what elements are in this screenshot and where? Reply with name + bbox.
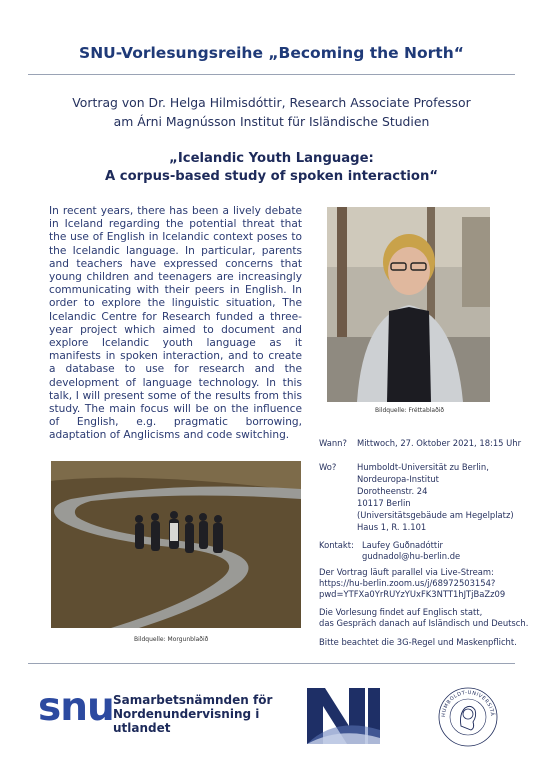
snu-name-line-3: utlandet xyxy=(113,721,171,735)
stream-link-line-2[interactable]: pwd=YTFXa0YrRUYzYUxFK3NTT1hJTjBaZz09 xyxy=(319,589,506,599)
bottom-divider xyxy=(28,663,515,664)
talk-title-line-2: A corpus-based study of spoken interaction“ xyxy=(104,169,439,184)
stream-link-line-1[interactable]: https://hu-berlin.zoom.us/j/68972503154? xyxy=(319,578,496,588)
lecturer-line-2: am Árni Magnússon Institut für Isländische Studien xyxy=(113,114,430,129)
svg-text:HUMBOLDT-UNIVERSITÄT ZU BERLIN xyxy=(437,686,496,717)
language-line-1: Die Vorlesung findet auf Englisch statt, xyxy=(319,607,483,617)
where-line-4: 10117 Berlin xyxy=(357,498,411,508)
ni-logo xyxy=(305,686,382,746)
group-image xyxy=(51,461,301,628)
contact-label: Kontakt: xyxy=(319,540,354,550)
portrait-caption: Bildquelle: Fréttablaðið xyxy=(375,407,445,414)
ni-logo-mark xyxy=(305,686,382,746)
lecturer-line-1: Vortrag von Dr. Helga Hilmisdóttir, Research Associate Professor xyxy=(72,95,471,110)
portrait-photo xyxy=(327,207,490,402)
snu-name-line-1: Samarbetsnämnden för xyxy=(113,693,273,707)
hu-seal xyxy=(437,686,499,748)
where-label: Wo? xyxy=(319,462,337,472)
when-label: Wann? xyxy=(319,438,347,448)
abstract-text: In recent years, there has been a lively debate in Iceland regarding the potential threat that the use of English in Icelandic context poses to the Icelandic language. In particular, parents and teachers have expressed concerns that young children and teenagers are increasingly communicating with their peers in English. In order to explore the linguistic situation, The Icelandic Centre for Research funded a three-year project which aimed to document and explore Icelandic youth language as it manifests in spoken interaction, and to create a database to use for research and the development of language technology. In this talk, I will present some of the results from this study. The main focus will be on the influence of English, e.g. pragmatic borrowing, adaptation of Anglicisms and code switching. xyxy=(49,205,302,442)
talk-title-line-1: „Icelandic Youth Language: xyxy=(169,151,374,166)
stream-line-1: Der Vortrag läuft parallel via Live-Stream: xyxy=(319,567,494,577)
series-title: SNU-Vorlesungsreihe „Becoming the North“ xyxy=(79,44,464,62)
language-line-2: das Gespräch danach auf Isländisch und Deutsch. xyxy=(319,618,529,628)
snu-logo: snu xyxy=(38,685,114,730)
covid-note: Bitte beachtet die 3G-Regel und Maskenpflicht. xyxy=(319,637,517,647)
where-line-6: Haus 1, R. 1.101 xyxy=(357,522,427,532)
group-photo xyxy=(51,461,301,628)
snu-name-line-2: Nordenundervisning i xyxy=(113,707,260,721)
where-line-5: (Universitätsgebäude am Hegelplatz) xyxy=(357,510,514,520)
portrait-image xyxy=(327,207,490,402)
where-line-3: Dorotheenstr. 24 xyxy=(357,486,428,496)
hu-seal-text: HUMBOLDT-UNIVERSITÄ xyxy=(440,689,496,718)
when-value: Mittwoch, 27. Oktober 2021, 18:15 Uhr xyxy=(357,438,522,448)
group-photo-caption: Bildquelle: Morgunblaðið xyxy=(134,636,209,643)
where-line-1: Humboldt-Universität zu Berlin, xyxy=(357,462,489,472)
contact-name: Laufey Guðnadóttir xyxy=(362,540,443,550)
where-line-2: Nordeuropa-Institut xyxy=(357,474,439,484)
top-divider xyxy=(28,74,515,75)
contact-email[interactable]: gudnadol@hu-berlin.de xyxy=(362,551,461,561)
hu-seal-mark xyxy=(437,686,499,748)
snu-name xyxy=(113,693,272,735)
